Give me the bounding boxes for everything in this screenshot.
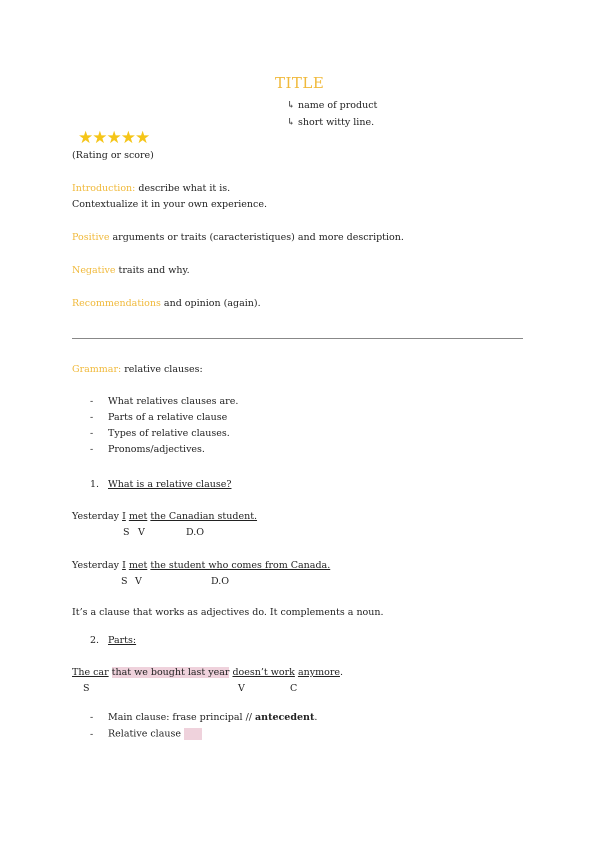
recommendations-label: Recommendations (72, 298, 161, 309)
title-subline-product: ↳ name of product (287, 100, 378, 111)
list-item: - Pronoms/adjectives. (90, 444, 205, 455)
intro-line-2: Contextualize it in your own experience. (72, 199, 268, 210)
highlight-swatch (184, 728, 202, 740)
list-item: - What relatives clauses are. (90, 396, 239, 407)
recommendations-line (72, 298, 261, 309)
parts-example-sentence: The car that we bought last year doesn’t work anymore. (72, 667, 344, 678)
negative-line (72, 265, 190, 276)
parts-c: C (290, 683, 298, 694)
horizontal-divider (72, 338, 523, 339)
intro-line (72, 183, 230, 194)
example-2-s: S (121, 576, 128, 587)
example-2-v: V (135, 576, 142, 587)
recommendations-text: and opinion (again). (160, 298, 261, 309)
example-1-do: D.O (186, 527, 205, 538)
grammar-line (72, 364, 203, 375)
positive-label: Positive (72, 232, 110, 243)
list-item: - Types of relative clauses. (90, 428, 230, 439)
example-1-v: V (138, 527, 145, 538)
parts-v: V (238, 683, 245, 694)
list-item: - Main clause: frase principal // antecedent. (90, 712, 318, 723)
rating-label: (Rating or score) (72, 150, 154, 161)
section-2-heading: 2. Parts: (90, 635, 137, 646)
negative-label: Negative (72, 265, 116, 276)
intro-label: Introduction: (72, 183, 136, 194)
example-2-sentence: Yesterday I met the student who comes from Canada. (72, 560, 331, 571)
grammar-text: relative clauses: (121, 364, 203, 375)
grammar-label: Grammar: (72, 364, 122, 375)
intro-text: describe what it is. (135, 183, 231, 194)
title-subline-witty: ↳ short witty line. (287, 117, 375, 128)
explanation-text: It’s a clause that works as adjectives do. It complements a noun. (72, 607, 384, 618)
example-1-sentence: Yesterday I met the Canadian student. (72, 511, 258, 522)
example-1-s: S (123, 527, 130, 538)
positive-line (72, 232, 404, 243)
positive-text: arguments or traits (caracteristiques) and more description. (109, 232, 404, 243)
list-item: - Parts of a relative clause (90, 412, 228, 423)
section-1-heading: 1. What is a relative clause? (90, 479, 232, 490)
negative-text: traits and why. (115, 265, 190, 276)
example-2-do: D.O (211, 576, 230, 587)
star-rating-icon: ★★★★★ (78, 128, 150, 148)
parts-s: S (83, 683, 90, 694)
page-title: TITLE (275, 74, 325, 92)
list-item: - Relative clause (90, 728, 202, 740)
